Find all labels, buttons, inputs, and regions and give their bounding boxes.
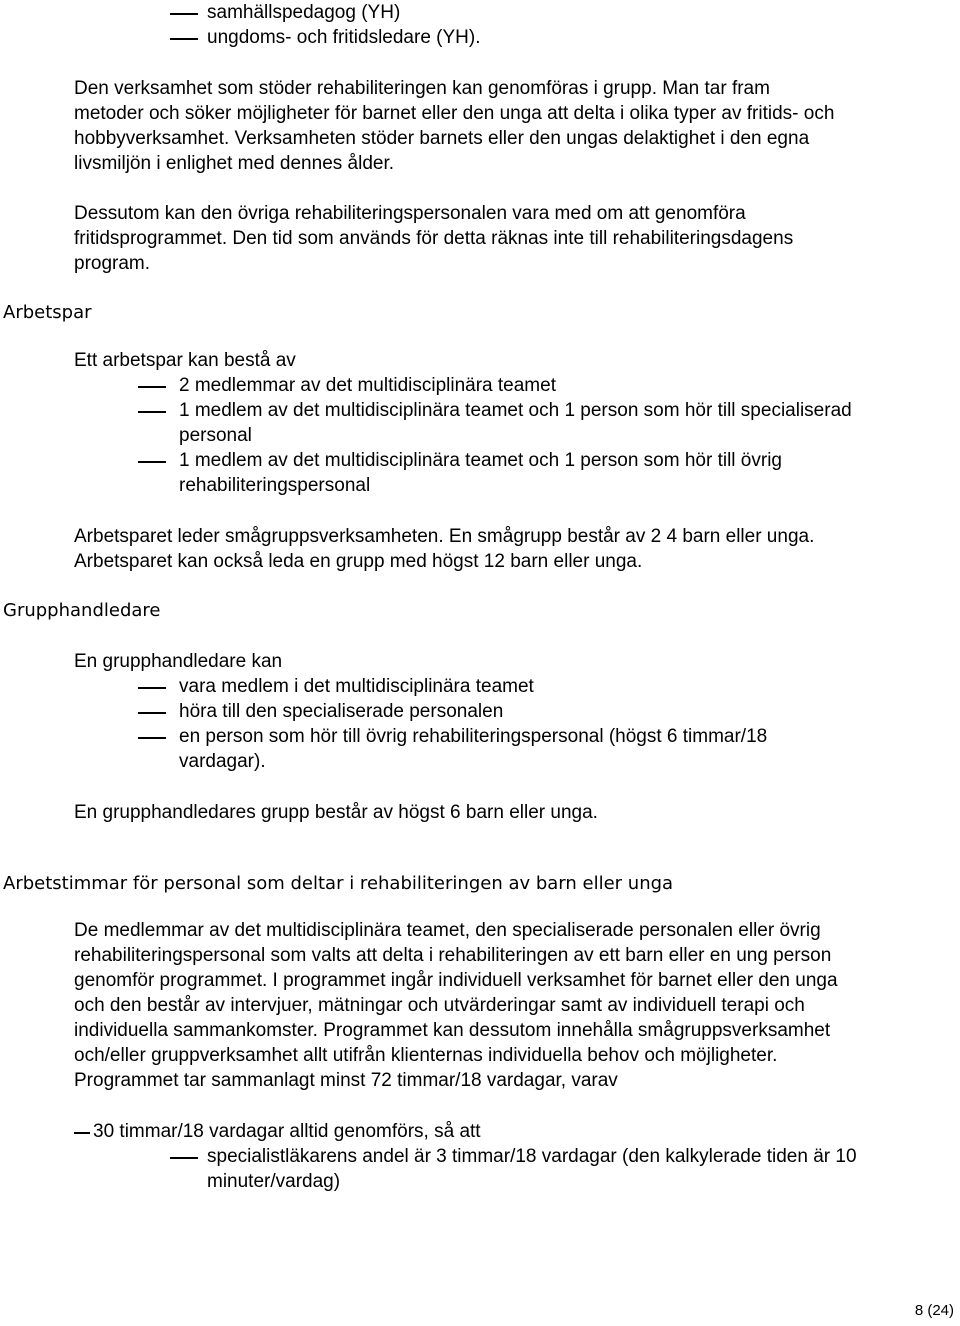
paragraph-line: och/eller gruppverksamhet allt utifrån klienternas individuella behov och möjligheter.: [74, 1045, 778, 1066]
paragraph-line: rehabiliteringspersonal som valts att delta i rehabiliteringen av ett barn eller en ung person: [74, 945, 832, 966]
paragraph-line: En grupphandledares grupp består av högst 6 barn eller unga.: [74, 802, 598, 823]
list-item-continuation: rehabiliteringspersonal: [179, 475, 371, 496]
list-item: 1 medlem av det multidisciplinära teamet och 1 person som hör till specialiserad: [179, 400, 852, 421]
section-intro: En grupphandledare kan: [74, 651, 283, 672]
list-item-continuation: vardagar).: [179, 751, 266, 772]
paragraph-line: och den består av intervjuer, mätningar och utvärderingar samt av individuell terapi och: [74, 995, 805, 1016]
list-dash: [138, 737, 166, 739]
list-dash: [138, 461, 166, 463]
paragraph-line: metoder och söker möjligheter för barnet eller den unga att delta i olika typer av fritids- och: [74, 103, 835, 124]
section-heading-grupphandledare: Grupphandledare: [3, 600, 161, 621]
paragraph-line: Arbetsparet leder smågruppsverksamheten. En smågrupp består av 2 4 barn eller unga.: [74, 526, 815, 547]
list-item: samhällspedagog (YH): [207, 2, 401, 23]
paragraph-line: Den verksamhet som stöder rehabiliteringen kan genomföras i grupp. Man tar fram: [74, 78, 770, 99]
list-item: specialistläkarens andel är 3 timmar/18 vardagar (den kalkylerade tiden är 10: [207, 1146, 857, 1167]
list-dash: [138, 386, 166, 388]
list-item-continuation: minuter/vardag): [207, 1171, 341, 1192]
list-dash: [138, 411, 166, 413]
list-item: en person som hör till övrig rehabiliteringspersonal (högst 6 timmar/18: [179, 726, 768, 747]
list-dash: [74, 1132, 90, 1134]
paragraph-line: livsmiljön i enlighet med dennes ålder.: [74, 153, 395, 174]
list-item: höra till den specialiserade personalen: [179, 701, 504, 722]
section-heading-arbetstimmar: Arbetstimmar för personal som deltar i rehabiliteringen av barn eller unga: [3, 873, 674, 894]
paragraph-line: hobbyverksamhet. Verksamheten stöder barnets eller den ungas delaktighet i den egna: [74, 128, 810, 149]
list-dash: [138, 712, 166, 714]
section-intro: Ett arbetspar kan bestå av: [74, 350, 296, 371]
paragraph-line: Programmet tar sammanlagt minst 72 timmar/18 vardagar, varav: [74, 1070, 618, 1091]
list-item: 2 medlemmar av det multidisciplinära teamet: [179, 375, 556, 396]
list-item: 30 timmar/18 vardagar alltid genomförs, så att: [93, 1121, 481, 1142]
list-item: 1 medlem av det multidisciplinära teamet och 1 person som hör till övrig: [179, 450, 782, 471]
list-item: ungdoms- och fritidsledare (YH).: [207, 27, 481, 48]
list-item-continuation: personal: [179, 425, 252, 446]
paragraph-line: program.: [74, 253, 151, 274]
section-heading-arbetspar: Arbetspar: [3, 302, 92, 323]
list-dash: [138, 687, 166, 689]
list-item: vara medlem i det multidisciplinära teamet: [179, 676, 534, 697]
list-dash: [170, 13, 198, 15]
list-dash: [170, 38, 198, 40]
paragraph-line: fritidsprogrammet. Den tid som används för detta räknas inte till rehabiliteringsdagens: [74, 228, 794, 249]
list-dash: [170, 1157, 198, 1159]
paragraph-line: genomför programmet. I programmet ingår individuell verksamhet för barnet eller den unga: [74, 970, 838, 991]
paragraph-line: De medlemmar av det multidisciplinära teamet, den specialiserade personalen eller övrig: [74, 920, 821, 941]
paragraph-line: individuella sammankomster. Programmet kan dessutom innehålla smågruppsverksamhet: [74, 1020, 831, 1041]
paragraph-line: Arbetsparet kan också leda en grupp med högst 12 barn eller unga.: [74, 551, 643, 572]
paragraph-line: Dessutom kan den övriga rehabiliteringspersonalen vara med om att genomföra: [74, 203, 746, 224]
page-number: 8 (24): [914, 1302, 954, 1319]
